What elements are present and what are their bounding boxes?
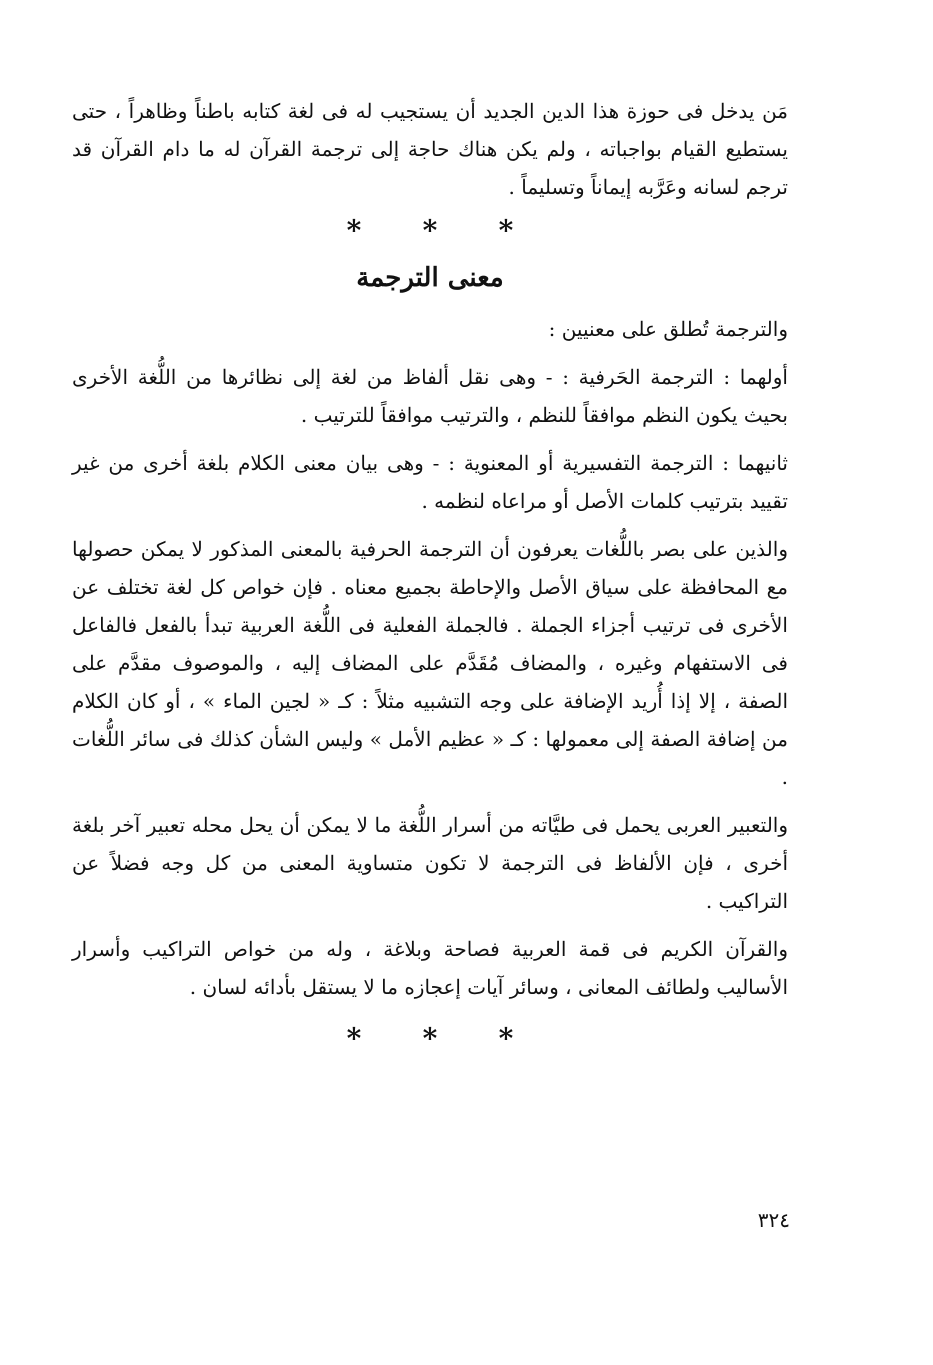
- separator-stars-bottom: [72, 1024, 788, 1054]
- paragraph-language-differences: والذين على بصر باللُّغات يعرفون أن الترجمة الحرفية بالمعنى المذكور لا يمكن حصولها مع المحافظة على سياق الأصل والإحاطة بجميع معناه . فإن خواص كل لغة تختلف عن الأخرى فى ترتيب أجزاء الجملة . فالجملة الفعلية فى اللُّغة العربية تبدأ بالفعل فالفاعل فى الاستفهام وغيره ، والمضاف مُقَدَّم على المضاف إليه ، والموصوف مقدَّم على الصفة ، إلا إذا أُريد الإضافة على وجه التشبيه مثلاً : كـ « لجين الماء » ، أو كان الكلام من إضافة الصفة إلى معمولها : كـ « عظيم الأمل » وليس الشأن كذلك فى سائر اللُّغات .: [72, 537, 788, 789]
- paragraph-literal-translation: أولهما : الترجمة الحَرفية : - وهى نقل ألفاظ من لغة إلى نظائرها من اللُّغة الأخرى بحيث يكون النظم موافقاً للنظم ، والترتيب موافقاً للترتيب .: [72, 365, 788, 427]
- paragraph-interpretive-translation: ثانيهما : الترجمة التفسيرية أو المعنوية : - وهى بيان معنى الكلام بلغة أخرى من غير تقييد بترتيب كلمات الأصل أو مراعاه لنظمه .: [72, 451, 788, 513]
- section-heading: معنى الترجمة: [356, 263, 504, 293]
- page-body: [72, 92, 788, 1062]
- paragraph-definition: والترجمة تُطلق على معنيين :: [548, 317, 788, 341]
- star-glyph: *: [346, 214, 362, 247]
- paragraph-arabic-expression: والتعبير العربى يحمل فى طيَّاته من أسرار اللُّغة ما لا يمكن أن يحل محله تعبير آخر بلغة أخرى ، فإن الألفاظ فى الترجمة لا تكون متساوية المعنى من كل وجه فضلاً عن التراكيب .: [72, 813, 788, 913]
- star-glyph: *: [422, 1022, 438, 1055]
- star-glyph: *: [422, 214, 438, 247]
- paragraph-quran-eloquence: والقرآن الكريم فى قمة العربية فصاحة وبلاغة ، وله من خواص التراكيب وأسرار الأساليب ولطائف المعانى ، وسائر آيات إعجازه ما لا يستقل بأدائه لسان .: [72, 937, 788, 999]
- page-number: ٣٢٤: [757, 1208, 790, 1232]
- star-glyph: *: [498, 1022, 514, 1055]
- star-glyph: *: [346, 1022, 362, 1055]
- paragraph-intro: مَن يدخل فى حوزة هذا الدين الجديد أن يستجيب له فى لغة كتابه باطناً وظاهراً ، حتى يستطيع القيام بواجباته ، ولم يكن هناك حاجة إلى ترجمة القرآن له ما دام القرآن قد ترجم لسانه وعَرَّبه إيماناً وتسليماً .: [72, 99, 788, 199]
- star-glyph: *: [498, 214, 514, 247]
- separator-stars-top: [72, 216, 788, 246]
